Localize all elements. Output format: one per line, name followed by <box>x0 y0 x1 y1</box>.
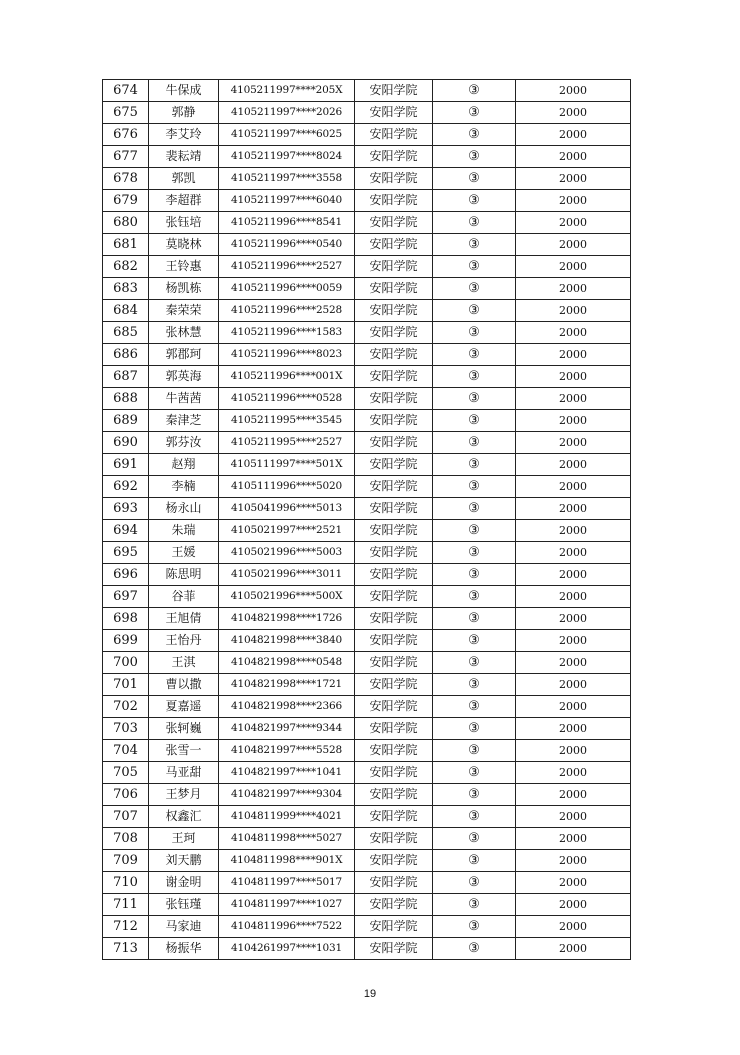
table-row <box>103 806 631 828</box>
category-mark-cell: ③ <box>433 718 516 740</box>
id-number-cell: 4104811999****4021 <box>219 806 355 828</box>
name-cell: 杨振华 <box>149 938 219 960</box>
serial-number-cell: 696 <box>103 564 149 586</box>
school-cell: 安阳学院 <box>355 168 433 190</box>
name-cell: 秦津芝 <box>149 410 219 432</box>
category-mark-cell: ③ <box>433 322 516 344</box>
school-cell: 安阳学院 <box>355 300 433 322</box>
id-number-cell: 4105211997****8024 <box>219 146 355 168</box>
table-row <box>103 212 631 234</box>
school-cell: 安阳学院 <box>355 586 433 608</box>
serial-number-cell: 692 <box>103 476 149 498</box>
id-number-cell: 4105211997****205X <box>219 80 355 102</box>
amount-cell: 2000 <box>516 608 631 630</box>
school-cell: 安阳学院 <box>355 542 433 564</box>
table-row <box>103 652 631 674</box>
amount-cell: 2000 <box>516 212 631 234</box>
table-row <box>103 740 631 762</box>
amount-cell: 2000 <box>516 762 631 784</box>
category-mark-cell: ③ <box>433 872 516 894</box>
amount-cell: 2000 <box>516 740 631 762</box>
name-cell: 朱瑞 <box>149 520 219 542</box>
school-cell: 安阳学院 <box>355 498 433 520</box>
table-row <box>103 124 631 146</box>
table-row <box>103 476 631 498</box>
amount-cell: 2000 <box>516 410 631 432</box>
school-cell: 安阳学院 <box>355 146 433 168</box>
name-cell: 王珂 <box>149 828 219 850</box>
amount-cell: 2000 <box>516 938 631 960</box>
table-row <box>103 256 631 278</box>
name-cell: 曹以撒 <box>149 674 219 696</box>
amount-cell: 2000 <box>516 916 631 938</box>
category-mark-cell: ③ <box>433 828 516 850</box>
amount-cell: 2000 <box>516 80 631 102</box>
amount-cell: 2000 <box>516 190 631 212</box>
serial-number-cell: 676 <box>103 124 149 146</box>
table-row <box>103 564 631 586</box>
name-cell: 张轲巍 <box>149 718 219 740</box>
school-cell: 安阳学院 <box>355 520 433 542</box>
amount-cell: 2000 <box>516 322 631 344</box>
id-number-cell: 4105021996****500X <box>219 586 355 608</box>
table-row <box>103 696 631 718</box>
name-cell: 权鑫汇 <box>149 806 219 828</box>
category-mark-cell: ③ <box>433 432 516 454</box>
school-cell: 安阳学院 <box>355 432 433 454</box>
table-row <box>103 366 631 388</box>
id-number-cell: 4105211995****2527 <box>219 432 355 454</box>
amount-cell: 2000 <box>516 146 631 168</box>
name-cell: 张雪一 <box>149 740 219 762</box>
name-cell: 刘天鹏 <box>149 850 219 872</box>
serial-number-cell: 703 <box>103 718 149 740</box>
amount-cell: 2000 <box>516 784 631 806</box>
category-mark-cell: ③ <box>433 894 516 916</box>
name-cell: 张林慧 <box>149 322 219 344</box>
id-number-cell: 4105211995****3545 <box>219 410 355 432</box>
school-cell: 安阳学院 <box>355 124 433 146</box>
serial-number-cell: 690 <box>103 432 149 454</box>
name-cell: 郭静 <box>149 102 219 124</box>
amount-cell: 2000 <box>516 520 631 542</box>
table-row <box>103 718 631 740</box>
name-cell: 牛茜茜 <box>149 388 219 410</box>
serial-number-cell: 706 <box>103 784 149 806</box>
table-row <box>103 894 631 916</box>
serial-number-cell: 687 <box>103 366 149 388</box>
school-cell: 安阳学院 <box>355 476 433 498</box>
amount-cell: 2000 <box>516 652 631 674</box>
recipient-table-body <box>103 80 631 960</box>
serial-number-cell: 695 <box>103 542 149 564</box>
id-number-cell: 4105211996****1583 <box>219 322 355 344</box>
category-mark-cell: ③ <box>433 806 516 828</box>
category-mark-cell: ③ <box>433 168 516 190</box>
amount-cell: 2000 <box>516 278 631 300</box>
serial-number-cell: 694 <box>103 520 149 542</box>
category-mark-cell: ③ <box>433 674 516 696</box>
serial-number-cell: 713 <box>103 938 149 960</box>
serial-number-cell: 684 <box>103 300 149 322</box>
school-cell: 安阳学院 <box>355 410 433 432</box>
school-cell: 安阳学院 <box>355 784 433 806</box>
serial-number-cell: 680 <box>103 212 149 234</box>
id-number-cell: 4104811997****5017 <box>219 872 355 894</box>
category-mark-cell: ③ <box>433 586 516 608</box>
name-cell: 李超群 <box>149 190 219 212</box>
category-mark-cell: ③ <box>433 190 516 212</box>
name-cell: 李艾玲 <box>149 124 219 146</box>
name-cell: 王淇 <box>149 652 219 674</box>
name-cell: 秦荣荣 <box>149 300 219 322</box>
table-row <box>103 872 631 894</box>
amount-cell: 2000 <box>516 894 631 916</box>
table-row <box>103 322 631 344</box>
category-mark-cell: ③ <box>433 564 516 586</box>
amount-cell: 2000 <box>516 454 631 476</box>
amount-cell: 2000 <box>516 586 631 608</box>
school-cell: 安阳学院 <box>355 388 433 410</box>
serial-number-cell: 697 <box>103 586 149 608</box>
amount-cell: 2000 <box>516 542 631 564</box>
category-mark-cell: ③ <box>433 696 516 718</box>
school-cell: 安阳学院 <box>355 278 433 300</box>
school-cell: 安阳学院 <box>355 850 433 872</box>
id-number-cell: 4104821998****2366 <box>219 696 355 718</box>
table-row <box>103 762 631 784</box>
serial-number-cell: 710 <box>103 872 149 894</box>
id-number-cell: 4104821997****9304 <box>219 784 355 806</box>
table-row <box>103 234 631 256</box>
amount-cell: 2000 <box>516 256 631 278</box>
school-cell: 安阳学院 <box>355 806 433 828</box>
serial-number-cell: 689 <box>103 410 149 432</box>
serial-number-cell: 701 <box>103 674 149 696</box>
id-number-cell: 4105021997****2521 <box>219 520 355 542</box>
category-mark-cell: ③ <box>433 344 516 366</box>
name-cell: 张钰培 <box>149 212 219 234</box>
id-number-cell: 4105211997****6025 <box>219 124 355 146</box>
name-cell: 马亚甜 <box>149 762 219 784</box>
serial-number-cell: 708 <box>103 828 149 850</box>
name-cell: 王媛 <box>149 542 219 564</box>
category-mark-cell: ③ <box>433 630 516 652</box>
amount-cell: 2000 <box>516 102 631 124</box>
table-row <box>103 630 631 652</box>
id-number-cell: 4104821998****3840 <box>219 630 355 652</box>
school-cell: 安阳学院 <box>355 762 433 784</box>
table-row <box>103 608 631 630</box>
id-number-cell: 4104261997****1031 <box>219 938 355 960</box>
name-cell: 杨永山 <box>149 498 219 520</box>
category-mark-cell: ③ <box>433 124 516 146</box>
id-number-cell: 4105211996****0528 <box>219 388 355 410</box>
table-row <box>103 190 631 212</box>
school-cell: 安阳学院 <box>355 608 433 630</box>
amount-cell: 2000 <box>516 674 631 696</box>
table-row <box>103 828 631 850</box>
id-number-cell: 4105211996****8023 <box>219 344 355 366</box>
id-number-cell: 4104811998****901X <box>219 850 355 872</box>
school-cell: 安阳学院 <box>355 366 433 388</box>
amount-cell: 2000 <box>516 300 631 322</box>
amount-cell: 2000 <box>516 806 631 828</box>
recipient-table <box>102 79 631 960</box>
category-mark-cell: ③ <box>433 234 516 256</box>
category-mark-cell: ③ <box>433 410 516 432</box>
amount-cell: 2000 <box>516 696 631 718</box>
serial-number-cell: 679 <box>103 190 149 212</box>
amount-cell: 2000 <box>516 850 631 872</box>
category-mark-cell: ③ <box>433 212 516 234</box>
school-cell: 安阳学院 <box>355 916 433 938</box>
serial-number-cell: 711 <box>103 894 149 916</box>
school-cell: 安阳学院 <box>355 344 433 366</box>
table-row <box>103 344 631 366</box>
id-number-cell: 4104821998****0548 <box>219 652 355 674</box>
school-cell: 安阳学院 <box>355 696 433 718</box>
table-row <box>103 300 631 322</box>
name-cell: 王旭倩 <box>149 608 219 630</box>
name-cell: 张钰瑾 <box>149 894 219 916</box>
table-row <box>103 454 631 476</box>
category-mark-cell: ③ <box>433 498 516 520</box>
school-cell: 安阳学院 <box>355 564 433 586</box>
name-cell: 陈思明 <box>149 564 219 586</box>
serial-number-cell: 702 <box>103 696 149 718</box>
amount-cell: 2000 <box>516 476 631 498</box>
school-cell: 安阳学院 <box>355 102 433 124</box>
serial-number-cell: 699 <box>103 630 149 652</box>
amount-cell: 2000 <box>516 828 631 850</box>
serial-number-cell: 707 <box>103 806 149 828</box>
name-cell: 王铃惠 <box>149 256 219 278</box>
name-cell: 赵翔 <box>149 454 219 476</box>
school-cell: 安阳学院 <box>355 938 433 960</box>
name-cell: 夏嘉遥 <box>149 696 219 718</box>
name-cell: 郭芬汝 <box>149 432 219 454</box>
category-mark-cell: ③ <box>433 762 516 784</box>
table-row <box>103 498 631 520</box>
id-number-cell: 4105211997****6040 <box>219 190 355 212</box>
table-row <box>103 520 631 542</box>
table-row <box>103 80 631 102</box>
school-cell: 安阳学院 <box>355 894 433 916</box>
school-cell: 安阳学院 <box>355 322 433 344</box>
amount-cell: 2000 <box>516 124 631 146</box>
id-number-cell: 4105211997****3558 <box>219 168 355 190</box>
name-cell: 郭凯 <box>149 168 219 190</box>
amount-cell: 2000 <box>516 872 631 894</box>
school-cell: 安阳学院 <box>355 652 433 674</box>
serial-number-cell: 678 <box>103 168 149 190</box>
table-row <box>103 168 631 190</box>
table-row <box>103 278 631 300</box>
name-cell: 王梦月 <box>149 784 219 806</box>
page-number: 19 <box>363 988 377 1000</box>
id-number-cell: 4104811996****7522 <box>219 916 355 938</box>
id-number-cell: 4104811997****1027 <box>219 894 355 916</box>
serial-number-cell: 683 <box>103 278 149 300</box>
name-cell: 牛保成 <box>149 80 219 102</box>
name-cell: 谢金明 <box>149 872 219 894</box>
serial-number-cell: 688 <box>103 388 149 410</box>
name-cell: 裴耘靖 <box>149 146 219 168</box>
serial-number-cell: 691 <box>103 454 149 476</box>
serial-number-cell: 700 <box>103 652 149 674</box>
table-row <box>103 146 631 168</box>
id-number-cell: 4105041996****5013 <box>219 498 355 520</box>
category-mark-cell: ③ <box>433 366 516 388</box>
id-number-cell: 4105111997****501X <box>219 454 355 476</box>
category-mark-cell: ③ <box>433 80 516 102</box>
id-number-cell: 4105021996****3011 <box>219 564 355 586</box>
table-row <box>103 542 631 564</box>
school-cell: 安阳学院 <box>355 454 433 476</box>
id-number-cell: 4104821998****1726 <box>219 608 355 630</box>
category-mark-cell: ③ <box>433 542 516 564</box>
school-cell: 安阳学院 <box>355 718 433 740</box>
serial-number-cell: 682 <box>103 256 149 278</box>
id-number-cell: 4104821997****5528 <box>219 740 355 762</box>
school-cell: 安阳学院 <box>355 740 433 762</box>
table-row <box>103 674 631 696</box>
name-cell: 郭英海 <box>149 366 219 388</box>
table-row <box>103 410 631 432</box>
table-row <box>103 388 631 410</box>
category-mark-cell: ③ <box>433 300 516 322</box>
serial-number-cell: 709 <box>103 850 149 872</box>
category-mark-cell: ③ <box>433 278 516 300</box>
amount-cell: 2000 <box>516 564 631 586</box>
school-cell: 安阳学院 <box>355 674 433 696</box>
id-number-cell: 4105211996****8541 <box>219 212 355 234</box>
category-mark-cell: ③ <box>433 146 516 168</box>
id-number-cell: 4105021996****5003 <box>219 542 355 564</box>
school-cell: 安阳学院 <box>355 872 433 894</box>
serial-number-cell: 712 <box>103 916 149 938</box>
id-number-cell: 4104811998****5027 <box>219 828 355 850</box>
id-number-cell: 4105211996****0059 <box>219 278 355 300</box>
id-number-cell: 4105211996****2528 <box>219 300 355 322</box>
id-number-cell: 4105211997****2026 <box>219 102 355 124</box>
name-cell: 李楠 <box>149 476 219 498</box>
school-cell: 安阳学院 <box>355 80 433 102</box>
serial-number-cell: 698 <box>103 608 149 630</box>
table-row <box>103 850 631 872</box>
category-mark-cell: ③ <box>433 784 516 806</box>
school-cell: 安阳学院 <box>355 190 433 212</box>
school-cell: 安阳学院 <box>355 828 433 850</box>
category-mark-cell: ③ <box>433 608 516 630</box>
table-row <box>103 432 631 454</box>
id-number-cell: 4105211996****0540 <box>219 234 355 256</box>
serial-number-cell: 685 <box>103 322 149 344</box>
category-mark-cell: ③ <box>433 652 516 674</box>
amount-cell: 2000 <box>516 234 631 256</box>
serial-number-cell: 704 <box>103 740 149 762</box>
serial-number-cell: 693 <box>103 498 149 520</box>
name-cell: 谷菲 <box>149 586 219 608</box>
name-cell: 杨凯栋 <box>149 278 219 300</box>
school-cell: 安阳学院 <box>355 256 433 278</box>
id-number-cell: 4104821997****1041 <box>219 762 355 784</box>
table-row <box>103 938 631 960</box>
serial-number-cell: 675 <box>103 102 149 124</box>
name-cell: 莫晓林 <box>149 234 219 256</box>
serial-number-cell: 686 <box>103 344 149 366</box>
serial-number-cell: 681 <box>103 234 149 256</box>
category-mark-cell: ③ <box>433 256 516 278</box>
school-cell: 安阳学院 <box>355 234 433 256</box>
id-number-cell: 4104821998****1721 <box>219 674 355 696</box>
name-cell: 王怡丹 <box>149 630 219 652</box>
id-number-cell: 4104821997****9344 <box>219 718 355 740</box>
table-row <box>103 586 631 608</box>
amount-cell: 2000 <box>516 388 631 410</box>
id-number-cell: 4105211996****001X <box>219 366 355 388</box>
amount-cell: 2000 <box>516 168 631 190</box>
category-mark-cell: ③ <box>433 938 516 960</box>
category-mark-cell: ③ <box>433 454 516 476</box>
amount-cell: 2000 <box>516 366 631 388</box>
category-mark-cell: ③ <box>433 740 516 762</box>
table-row <box>103 784 631 806</box>
school-cell: 安阳学院 <box>355 630 433 652</box>
name-cell: 郭郡珂 <box>149 344 219 366</box>
amount-cell: 2000 <box>516 498 631 520</box>
serial-number-cell: 705 <box>103 762 149 784</box>
amount-cell: 2000 <box>516 630 631 652</box>
name-cell: 马家迪 <box>149 916 219 938</box>
category-mark-cell: ③ <box>433 476 516 498</box>
category-mark-cell: ③ <box>433 102 516 124</box>
amount-cell: 2000 <box>516 718 631 740</box>
serial-number-cell: 677 <box>103 146 149 168</box>
category-mark-cell: ③ <box>433 520 516 542</box>
table-row <box>103 102 631 124</box>
amount-cell: 2000 <box>516 432 631 454</box>
amount-cell: 2000 <box>516 344 631 366</box>
serial-number-cell: 674 <box>103 80 149 102</box>
table-row <box>103 916 631 938</box>
id-number-cell: 4105211996****2527 <box>219 256 355 278</box>
school-cell: 安阳学院 <box>355 212 433 234</box>
category-mark-cell: ③ <box>433 850 516 872</box>
id-number-cell: 4105111996****5020 <box>219 476 355 498</box>
category-mark-cell: ③ <box>433 916 516 938</box>
category-mark-cell: ③ <box>433 388 516 410</box>
